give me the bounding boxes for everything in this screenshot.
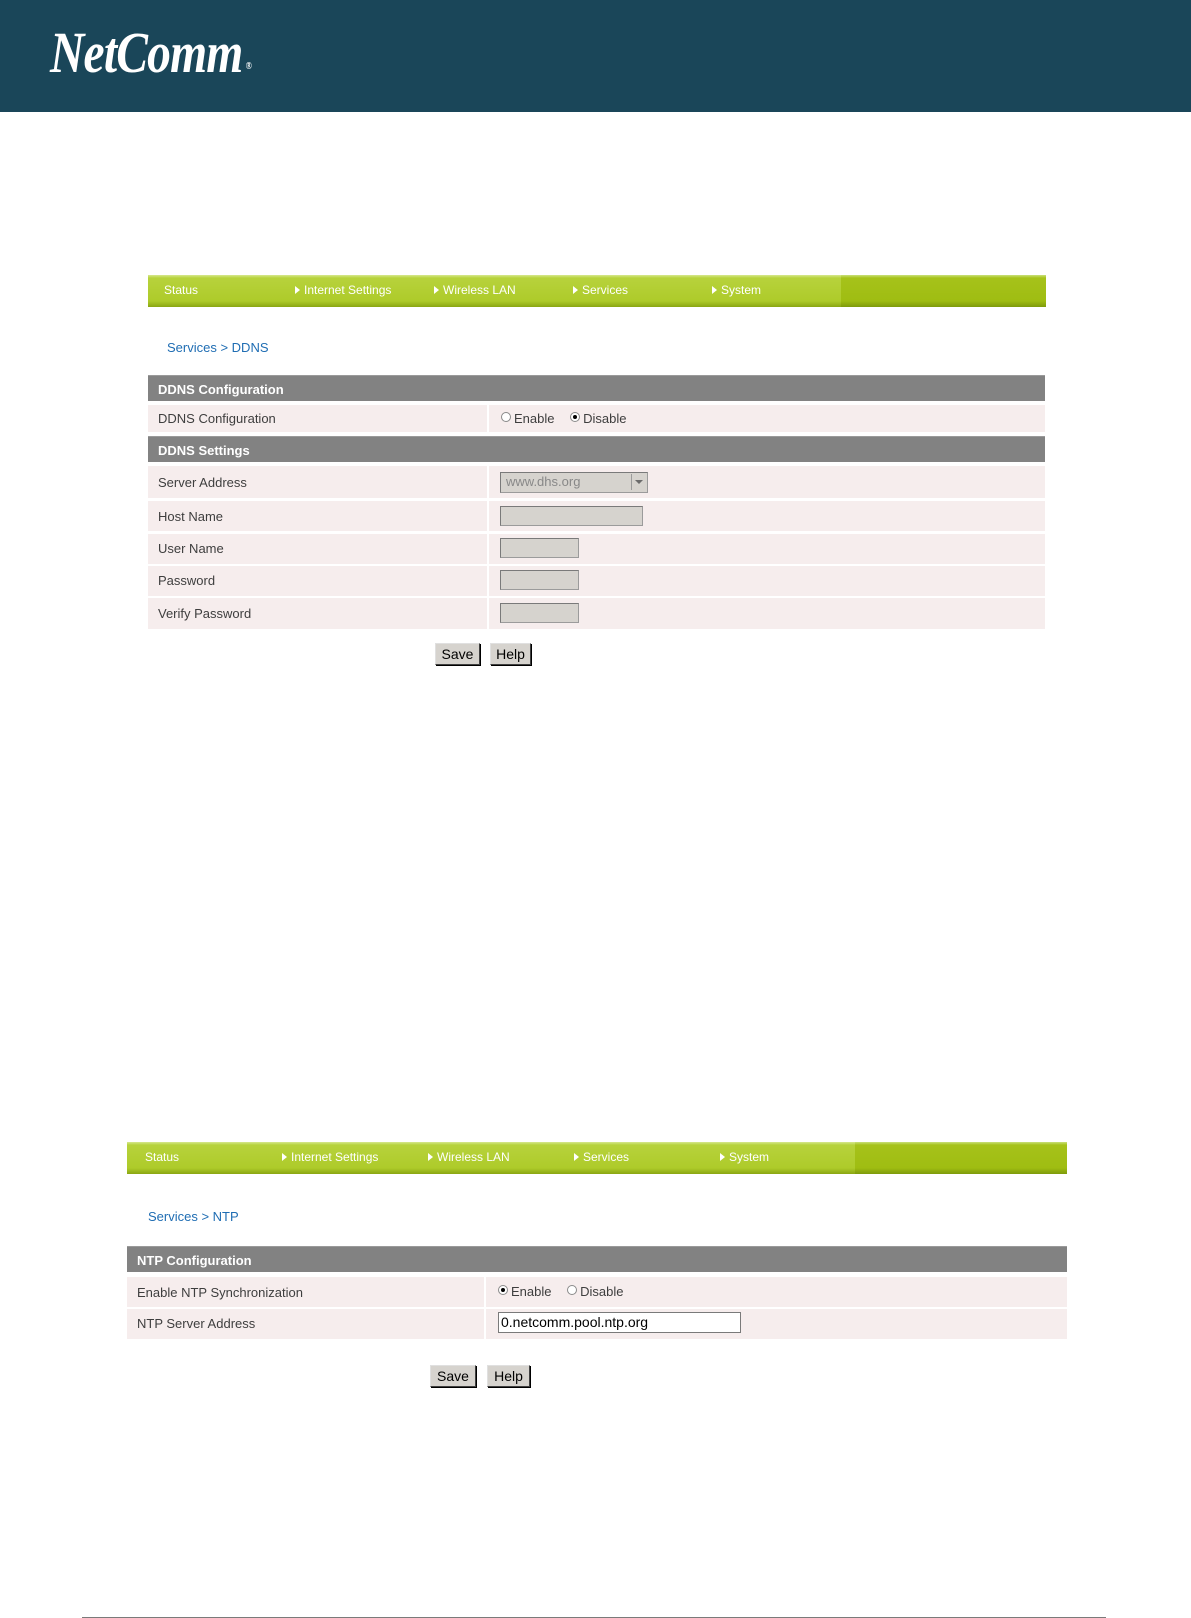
verify-password-label: Verify Password	[148, 598, 489, 629]
ntp-save-button[interactable]: Save	[430, 1365, 476, 1387]
arrow-right-icon	[712, 286, 717, 294]
nav-internet-settings[interactable]: Internet Settings	[282, 1142, 378, 1174]
host-name-label: Host Name	[148, 501, 489, 531]
ntp-config-header: NTP Configuration	[127, 1246, 1067, 1272]
host-name-row	[148, 501, 1045, 531]
arrow-right-icon	[282, 1153, 287, 1161]
nav-internet-settings[interactable]: Internet Settings	[295, 275, 391, 307]
server-address-select[interactable]: www.dhs.org	[500, 472, 648, 493]
arrow-right-icon	[574, 1153, 579, 1161]
nav-wireless-lan[interactable]: Wireless LAN	[428, 1142, 510, 1174]
ntp-server-input[interactable]: 0.netcomm.pool.ntp.org	[498, 1312, 741, 1333]
host-name-input[interactable]	[500, 506, 643, 526]
nav-status[interactable]: Status	[145, 1150, 180, 1164]
ntp-disable-radio[interactable]: Disable	[567, 1284, 623, 1299]
arrow-right-icon	[428, 1153, 433, 1161]
breadcrumb-ddns: Services > DDNS	[167, 340, 269, 355]
netcomm-logo: NetComm ®	[50, 20, 252, 85]
ntp-enable-radio[interactable]: Enable	[498, 1284, 551, 1299]
nav-system[interactable]: System	[712, 275, 761, 307]
chevron-down-icon	[631, 474, 646, 490]
ddns-config-label: DDNS Configuration	[148, 405, 489, 432]
server-address-row	[148, 466, 1045, 498]
ntp-server-label: NTP Server Address	[127, 1309, 486, 1339]
nav-services[interactable]: Services	[574, 1142, 629, 1174]
nav-services[interactable]: Services	[573, 275, 628, 307]
radio-unchecked-icon	[501, 412, 511, 422]
user-name-label: User Name	[148, 534, 489, 564]
arrow-right-icon	[720, 1153, 725, 1161]
nav-wireless-lan[interactable]: Wireless LAN	[434, 275, 516, 307]
radio-checked-icon	[570, 412, 580, 422]
arrow-right-icon	[434, 286, 439, 294]
arrow-right-icon	[295, 286, 300, 294]
user-name-input[interactable]	[500, 538, 579, 558]
server-address-label: Server Address	[148, 466, 489, 498]
ddns-help-button[interactable]: Help	[490, 643, 531, 665]
ddns-config-row	[148, 405, 1045, 432]
nav-bar-ntp	[127, 1142, 1067, 1174]
radio-unchecked-icon	[567, 1285, 577, 1295]
ddns-enable-radio[interactable]: Enable	[501, 411, 554, 426]
ntp-help-button[interactable]: Help	[487, 1365, 530, 1387]
user-name-row	[148, 534, 1045, 564]
nav-status[interactable]: Status	[164, 283, 199, 297]
nav-system[interactable]: System	[720, 1142, 769, 1174]
ntp-sync-row	[127, 1277, 1067, 1307]
password-label: Password	[148, 566, 489, 596]
ddns-settings-header: DDNS Settings	[148, 436, 1045, 462]
arrow-right-icon	[573, 286, 578, 294]
page-header	[0, 0, 1191, 112]
password-input[interactable]	[500, 570, 579, 590]
radio-checked-icon	[498, 1285, 508, 1295]
ddns-config-header: DDNS Configuration	[148, 375, 1045, 401]
password-row	[148, 566, 1045, 596]
ntp-sync-label: Enable NTP Synchronization	[127, 1277, 486, 1307]
nav-bar-ddns	[148, 275, 1046, 307]
breadcrumb-ntp: Services > NTP	[148, 1209, 239, 1224]
verify-password-row	[148, 598, 1045, 629]
ntp-server-row	[127, 1309, 1067, 1339]
ddns-save-button[interactable]: Save	[435, 643, 480, 665]
verify-password-input[interactable]	[500, 603, 579, 623]
ddns-disable-radio[interactable]: Disable	[570, 411, 626, 426]
